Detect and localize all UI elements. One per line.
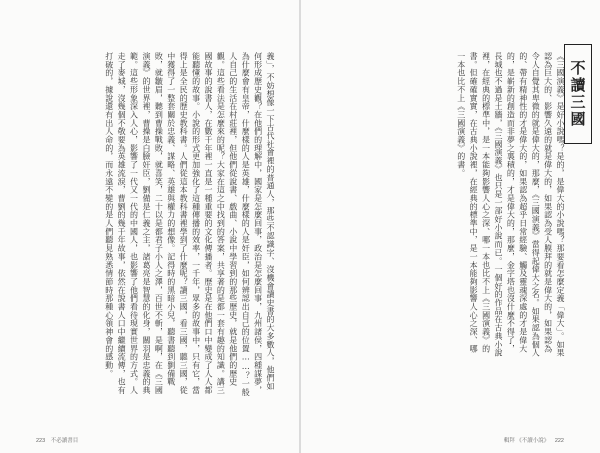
left-page-number: 223 — [36, 438, 46, 444]
right-page-running-head: 輯拜 《不讀小說》 — [503, 438, 550, 444]
right-page-number: 222 — [554, 438, 564, 444]
chapter-title-box — [564, 44, 592, 144]
right-page-body-text: 《三國演義》是好小說嗎？是的，是偉大的小說嗎？那要看怎麼定義「偉大」。如果認為巨大的、影響久遠的就是偉大的，如果認為受人膜拜的就是偉大的，如果認為令人自覺其卑微的就是偉大的，那麼，《三國演義》當得起偉大之名。如果認為個人的、帶有精神性的才是偉大的，如果認為超乎日常經驗、觸及靈魂深處的才是偉大的，是嶄新的創造而非夢之裏積的，才是偉大的，那麼，金字塔也沒什麼不得了，長城也不過是土牆，《三國演義》也只是一部好小說而已。一個好的作品在古典小說裡，在經典的標準中，是一本能夠影響人心之深、哪一本也比不上《三國演義》的書。但確確實實，在古典小說裡，在經典的標準中，是一本能夠影響人心之深、哪一本也比不上《三國演義》的書。 — [456, 52, 565, 357]
right-page-footer — [500, 436, 564, 444]
right-page — [300, 0, 600, 453]
left-page-running-head: 不必讀書目 — [50, 438, 79, 444]
chapter-title: 不讀三國 — [568, 60, 587, 128]
left-page-body-text: 義」，不妨想像一下古代社會裡的普通人，那些不認識字、沒機會讀史書的大多數人，他們如何形成歷史觀？在他們的理解中，國家是怎麼回事，政治是怎麼回事，九州諸侯，四種謀夢，為什麼會有皇帝，什麼樣的人是英雄，什麼樣的人是奸臣，如何辨認出自己的位置……？一般人自己的生活在村莊裡，但他們從說書、戲曲、小說中學習到的那些歷史，就是他們的歷史觀。這些看法是怎麼來的呢？大家在這之中找到的答案，共享著的是都一套有趣的知識。講三國故事的說書人，在數千年裡一直是一種重要的文化傳播者。歷史是在他們口中變成了人人都能聽懂的故事。小說的形式更加強化了這種傳播的效率，一千年，眾多的故事中，只有它，當得上是全民的歷史教科書。人們從這本教科書裡學到了什麼呢？讀三國，看三國，聽三國，從中獲得了一整套關於忠義、謀略、英雄與權力的想像。記得時的黑暗小兒，聽書聽到劉備戰敗，就皺眉，聽到曹操戰敗，就喜笑，二十以是都君子小人之澤，百世不斬，是啊，在《三國演義》的世界裡，曹操是白臉奸臣，劉備是仁義之主，諸葛亮是智慧的化身，關羽是忠義的典範。這些形象深入人心，影響了一代又一代的中國人，也影響了他們看待現實世界的方式。人走了麥城，沒幾個不敬要為英雄流淚，曹劉的幾千年故事，依然在說書人口中繼續流傳，也有打破的，據說還有出人命的，而永遠不變的是人們聽見熟悉情節時那種心領神會的感動。 — [104, 52, 275, 397]
left-page-footer — [36, 436, 82, 444]
